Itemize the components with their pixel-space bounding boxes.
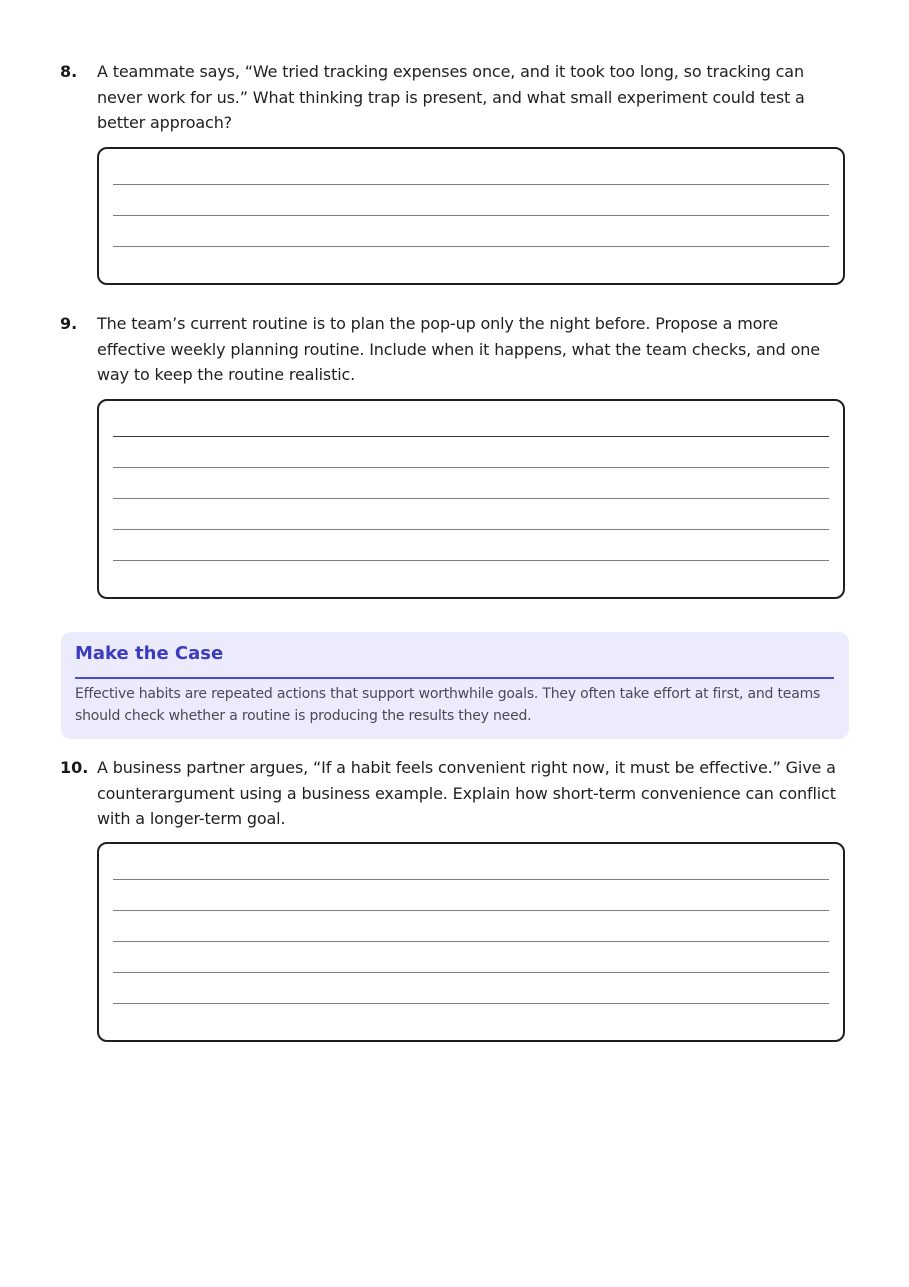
writing-line (113, 879, 829, 880)
writing-line (113, 910, 829, 911)
question-9-number: 9. (60, 314, 78, 333)
writing-line (113, 246, 829, 247)
writing-line (113, 560, 829, 561)
writing-line (113, 467, 829, 468)
question-10-answer-box[interactable] (97, 842, 845, 1042)
writing-line (113, 184, 829, 185)
callout-divider (75, 677, 834, 679)
question-10-head (60, 755, 850, 832)
question-8-head (60, 59, 850, 136)
writing-line (113, 1003, 829, 1004)
question-8-prompt: A teammate says, “We tried tracking expenses once, and it took too long, so tracking can never work for us.” What thinking trap is present, and what small experiment could test a better approach? (97, 62, 805, 132)
question-9-answer-box[interactable] (97, 399, 845, 599)
question-8-answer-box[interactable] (97, 147, 845, 285)
question-9-prompt: The team’s current routine is to plan the pop-up only the night before. Propose a more effective weekly planning routine. Include when it happens, what the team checks, and one way to keep the routine realistic. (97, 314, 820, 384)
writing-line (113, 972, 829, 973)
writing-line (113, 215, 829, 216)
question-9-head (60, 311, 850, 388)
callout-title: Make the Case (75, 643, 224, 664)
callout-text: Effective habits are repeated actions that support worthwhile goals. They often take effort at first, and teams should check whether a routine is producing the results they need. (75, 686, 821, 724)
question-9 (60, 311, 850, 388)
question-8-number: 8. (60, 62, 78, 81)
question-10-prompt: A business partner argues, “If a habit feels convenient right now, it must be effective.” Give a counterargument using a business example. Explain how short-term convenience can conflict with a longer-term goal. (97, 758, 836, 828)
writing-line (113, 436, 829, 437)
question-10-number: 10. (60, 758, 89, 777)
writing-line (113, 498, 829, 499)
make-the-case-callout (61, 632, 849, 739)
question-10 (60, 755, 850, 832)
writing-line (113, 941, 829, 942)
question-8 (60, 59, 850, 136)
writing-line (113, 529, 829, 530)
